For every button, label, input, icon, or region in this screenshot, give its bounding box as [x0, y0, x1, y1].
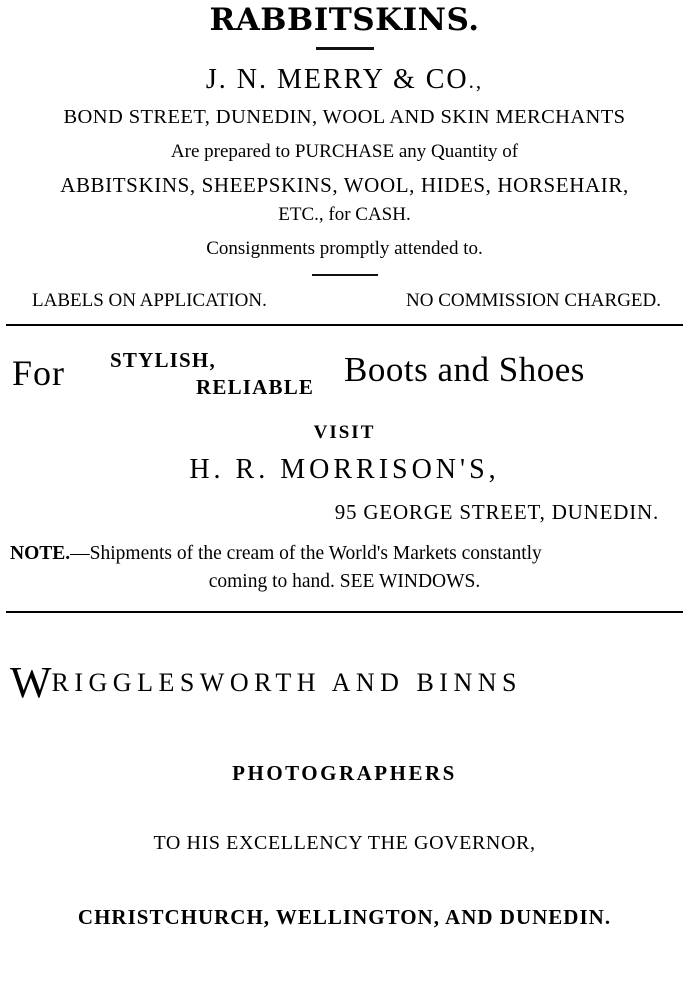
ad-rabbitskins-address: BOND STREET, DUNEDIN, WOOL AND SKIN MERCHANTS — [63, 105, 626, 128]
ad-rabbitskins-goods-list: ABBITSKINS, SHEEPSKINS, WOOL, HIDES, HORSEHAIR, — [60, 172, 629, 197]
note-label: NOTE. — [10, 542, 71, 564]
headline-word-stylish: STYLISH, — [110, 347, 216, 372]
ad-boots-street-address: 95 GEORGE STREET, DUNEDIN. — [334, 499, 659, 524]
ad-rabbitskins-offer-line: Are prepared to PURCHASE any Quantity of — [170, 140, 519, 162]
note-text: —Shipments of the cream of the World's Markets constantly — [70, 542, 542, 564]
ad-boots-proprietor-name: H. R. MORRISON'S, — [189, 453, 500, 485]
ad-boots-note — [6, 543, 683, 565]
firm-name-main: J. N. MERRY & CO — [205, 63, 469, 95]
ad-photographers-role: PHOTOGRAPHERS — [232, 760, 457, 785]
ad-rabbitskins-consignments: Consignments promptly attended to. — [206, 237, 483, 259]
ad-rabbitskins-firm-name — [6, 64, 683, 96]
ad-photographers-headline — [6, 657, 683, 717]
ad-rabbitskins-etc-line: ETC., for CASH. — [278, 203, 411, 225]
labels-on-application: LABELS ON APPLICATION. — [32, 289, 267, 311]
headline-word-reliable: RELIABLE — [196, 374, 315, 399]
ad-rabbitskins-title: RABBITSKINS. — [209, 2, 480, 38]
drop-cap-initial: W — [10, 657, 52, 707]
ad-rabbitskins-footer — [6, 290, 683, 312]
ad-rabbitskins — [0, 4, 689, 326]
headline-word-for: For — [12, 352, 66, 393]
ad-photographers-patron: TO HIS EXCELLENCY THE GOVERNOR, — [153, 831, 536, 854]
ad-boots-visit-label: VISIT — [313, 421, 376, 443]
divider-ornament — [6, 47, 683, 50]
ad-boots-headline — [6, 342, 683, 406]
ad-photographers-cities: CHRISTCHURCH, WELLINGTON, AND DUNEDIN. — [77, 904, 612, 929]
no-commission-charged: NO COMMISSION CHARGED. — [406, 289, 661, 311]
ad-photographers-firm-name: RIGGLESWORTH AND BINNS — [51, 667, 522, 697]
section-divider-2 — [6, 611, 683, 613]
ad-boots-note-line2: coming to hand. SEE WINDOWS. — [208, 570, 481, 592]
section-divider-1 — [6, 324, 683, 326]
firm-name-suffix: ., — [468, 68, 484, 93]
ad-boots-and-shoes — [0, 342, 689, 613]
ad-photographers — [0, 657, 689, 930]
divider-ornament-2 — [6, 274, 683, 276]
advertisement-page — [0, 4, 689, 993]
headline-boots-and-shoes: Boots and Shoes — [344, 349, 585, 389]
